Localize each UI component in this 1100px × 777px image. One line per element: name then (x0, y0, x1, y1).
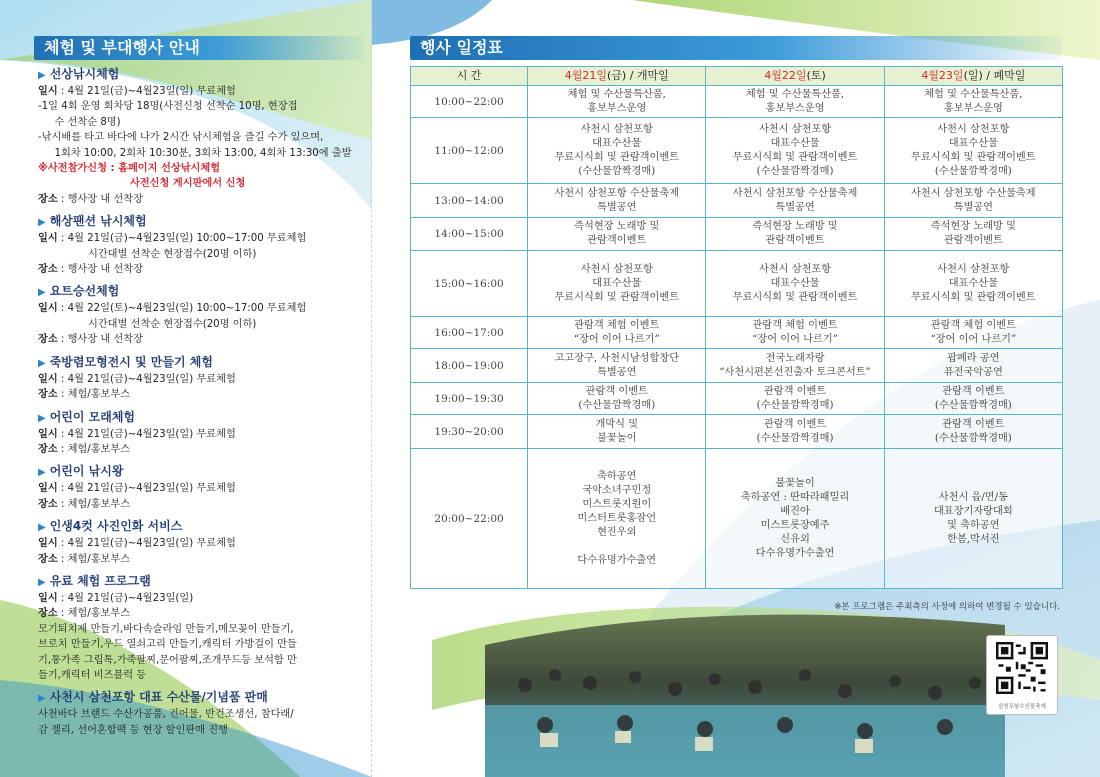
schedule-header-row (411, 67, 1063, 86)
event-title-text: 인생4컷 사진인화 서비스 (49, 519, 183, 534)
schedule-time: 19:00~19:30 (411, 383, 528, 415)
event-line (38, 176, 363, 191)
schedule-cell-line: 신유외 (780, 533, 810, 545)
event-line (38, 317, 363, 332)
triangle-bullet-icon: ▶ (38, 693, 46, 705)
schedule-cell-d2 (706, 118, 884, 184)
event-title (38, 573, 363, 591)
schedule-cell-line: 대표수산물 (592, 277, 642, 289)
schedule-cell-line: 미스터트롯홍잠언 (577, 512, 657, 524)
schedule-row (411, 383, 1063, 415)
event-line (38, 653, 363, 668)
schedule-cell-line: (수산물깜짝경매) (934, 165, 1012, 177)
event-title-text: 어린이 낚시왕 (49, 464, 124, 479)
event-line-text: : 4월 21일(금)~4월23일(일) 무료체험 (57, 538, 236, 550)
schedule-cell-line: 무료시식회 및 관람객이벤트 (732, 151, 858, 163)
event-line (38, 387, 363, 402)
event-block (38, 283, 363, 347)
schedule-time: 11:00~12:00 (411, 118, 528, 184)
event-line (38, 332, 363, 347)
event-line (38, 161, 363, 176)
event-line-text: : 체험/홍보부스 (57, 553, 131, 565)
schedule-cell-line: “장어 이어 나르기” (752, 333, 838, 345)
schedule-cell-d1 (528, 415, 706, 449)
schedule-cell-line: 무료시식회 및 관람객이벤트 (911, 151, 1036, 163)
schedule-cell-line: 불꽃놀이 (775, 477, 815, 489)
schedule-cell-line: 축하공연 (597, 470, 637, 482)
schedule-cell-line: 대표수산물 (770, 277, 820, 289)
schedule-cell-line: 팝페라 공연 (947, 352, 1000, 364)
schedule-cell-d2 (706, 415, 884, 449)
event-line (38, 262, 363, 277)
schedule-cell-line: “장어 이어 나르기” (930, 333, 1017, 345)
triangle-bullet-icon: ▶ (38, 412, 46, 424)
schedule-cell-d3 (884, 449, 1062, 589)
event-line-text: 감 젤리, 선어혼합팩 등 현장 할인판매 진행 (38, 724, 228, 736)
event-line (38, 427, 363, 442)
event-line (38, 723, 363, 738)
triangle-bullet-icon: ▶ (38, 576, 46, 588)
header-day1-date: 4월21일 (564, 69, 607, 82)
header-day2-rest: (토) (806, 69, 826, 82)
schedule-time: 15:00~16:00 (411, 251, 528, 317)
schedule-cell-line: 사천시 삼천포항 (937, 263, 1010, 275)
schedule-cell-d1 (528, 449, 706, 589)
event-line (38, 130, 363, 145)
schedule-row (411, 251, 1063, 317)
event-line (38, 231, 363, 246)
event-line-label: 장소 (38, 498, 58, 510)
event-line-text: : 체험/홍보부스 (57, 389, 131, 401)
event-title-text: 죽방렴모형전시 및 만들기 체험 (49, 354, 213, 369)
event-block (38, 66, 363, 207)
event-line (38, 372, 363, 387)
schedule-body (411, 86, 1063, 589)
schedule-cell-d1 (528, 118, 706, 184)
schedule-cell-line: 특별공연 (953, 201, 994, 213)
schedule-cell-line: (수산물깜짝경매) (756, 399, 834, 411)
triangle-bullet-icon: ▶ (38, 467, 46, 479)
schedule-cell-line: 관람객 이벤트 (763, 385, 827, 397)
event-line-text: : 4월 21일(금)~4월23일(일) (57, 592, 194, 604)
schedule-cell-line: 체험 및 수산물특산품, (745, 88, 845, 100)
header-time: 시 간 (411, 67, 528, 86)
left-heading-bar (34, 36, 364, 60)
event-line-label: 일시 (38, 373, 58, 385)
festival-photo (485, 605, 1005, 777)
schedule-cell-line: 사천시 삼천포항 (758, 123, 832, 135)
event-block (38, 409, 363, 458)
schedule-cell-line: 미스트롯장예주 (760, 519, 830, 531)
event-line-text: : 4월 21일(금)~4월23일(일) 무료체험 (57, 86, 236, 97)
schedule-cell-d3 (884, 118, 1062, 184)
header-day1-rest: (금) / 개막일 (606, 69, 669, 82)
schedule-cell-line: 홍보부스운영 (943, 102, 1003, 114)
event-line-label: 일시 (38, 428, 58, 440)
triangle-bullet-icon: ▶ (38, 217, 46, 229)
header-day2 (706, 67, 884, 86)
event-line (38, 84, 363, 99)
schedule-table (410, 66, 1063, 589)
schedule-cell-line: 즉석현장 노래방 및 (930, 221, 1016, 232)
event-line (38, 301, 363, 316)
schedule-cell-line: 배진아 (780, 505, 810, 517)
header-day2-date: 4월22일 (764, 69, 807, 82)
schedule-cell-line: 관람객이벤트 (765, 235, 825, 246)
schedule-cell-line: 현진우외 (597, 526, 637, 538)
event-title (38, 213, 363, 231)
qr-caption: 삼천포항수산물축제 (998, 704, 1046, 710)
event-line (38, 481, 363, 496)
schedule-cell-d1 (528, 184, 706, 218)
schedule-cell-line: 무료시식회 및 관람객이벤트 (554, 291, 680, 303)
schedule-cell-line: 관람객 체험 이벤트 (752, 319, 838, 331)
header-day3 (884, 67, 1062, 86)
event-line-label: 장소 (38, 264, 58, 276)
event-line-text: : 체험/홍보부스 (57, 498, 131, 510)
event-block (38, 689, 363, 738)
event-line-text: : 체험/홍보부스 (57, 443, 131, 455)
event-title-text: 선상낚시체험 (49, 67, 120, 81)
event-line-text: 기,통가족 그립톡,가죽팔찌,문어팔찌,조개무드등 보석함 만 (38, 654, 297, 666)
event-line-text: 브로치 만들기,우드 열쇠고리 만들기,캐릭터 가방걸이 만들 (38, 639, 297, 651)
schedule-cell-line: 개막식 및 (595, 418, 639, 430)
schedule-cell-line: 무료시식회 및 관람객이벤트 (732, 291, 858, 303)
event-title-text: 어린이 모래체험 (49, 409, 136, 424)
schedule-cell-line: 사천시 삼천포항 수산물축제 (732, 187, 858, 199)
event-line-text: : 4월 21일(금)~4월23일(일) 10:00~17:00 무료체험 (57, 233, 307, 245)
schedule-cell-d3 (884, 383, 1062, 415)
schedule-time: 10:00~22:00 (411, 86, 528, 118)
event-line (38, 192, 363, 207)
triangle-bullet-icon: ▶ (38, 70, 46, 81)
schedule-time: 13:00~14:00 (411, 184, 528, 218)
schedule-cell-line: 무료시식회 및 관람객이벤트 (554, 151, 680, 163)
schedule-cell-d1 (528, 251, 706, 317)
schedule-cell-d1 (528, 86, 706, 118)
schedule-cell-line: 고고장구, 사천시남성합창단 (554, 352, 680, 364)
event-line-text: : 4월 21일(금)~4월23일(일) 무료체험 (57, 373, 236, 385)
schedule-cell-d1 (528, 317, 706, 349)
event-line (38, 637, 363, 652)
event-title (38, 463, 363, 481)
schedule-cell-line: 관람객 체험 이벤트 (574, 319, 660, 331)
fold-line (371, 0, 373, 777)
schedule-cell-line: 사천시 삼천포항 (580, 123, 653, 135)
schedule-cell-line (530, 540, 703, 554)
schedule-cell-line: “사천시편본선진출자 토크콘서트” (719, 366, 871, 378)
triangle-bullet-icon: ▶ (38, 357, 46, 369)
schedule-cell-line: (수산물깜짝경매) (934, 399, 1012, 411)
schedule-cell-line: (수산물깜짝경매) (578, 399, 656, 411)
event-block (38, 573, 363, 683)
event-line-label: 일시 (38, 303, 58, 315)
schedule-row (411, 349, 1063, 383)
schedule-cell-line: 축하공연 : 딴따라패밀리 (740, 491, 850, 503)
schedule-cell-line: 대표수산물 (770, 137, 820, 149)
schedule-cell-line: “장어 이어 나르기” (573, 333, 660, 345)
schedule-cell-line: 관람객 이벤트 (942, 418, 1005, 430)
triangle-bullet-icon: ▶ (38, 522, 46, 534)
event-line-label: 일시 (38, 483, 58, 495)
schedule-note: ※본 프로그램은 주최측의 사정에 의하여 변경될 수 있습니다. (834, 602, 1060, 612)
schedule-cell-line: 무료시식회 및 관람객이벤트 (911, 291, 1036, 303)
event-line-text: 사천바다 브랜드 수산가공품, 건어물, 반건조생선, 참다래/ (38, 709, 294, 721)
schedule-cell-line: 관람객 체험 이벤트 (930, 319, 1016, 331)
event-line (38, 99, 363, 114)
schedule-cell-line: (수산물깜짝경매) (578, 165, 656, 177)
event-line (38, 497, 363, 512)
header-day3-rest: (일) / 폐막일 (963, 69, 1026, 82)
schedule-cell-line: 특별공연 (597, 201, 637, 213)
event-line-text: 모기퇴치제 만들기,바다속슬라임 만들기,메모꽂이 만들기, (38, 623, 294, 635)
event-line-text: -낚시배를 타고 바다에 나가 2시간 낚시체험을 즐길 수가 있으며, (38, 132, 324, 144)
event-line-text: 1회차 10:00, 2회차 10:30분, 3회차 13:00, 4회차 13:30에 출발 (48, 147, 352, 159)
schedule-row (411, 449, 1063, 589)
event-line-text: 수 선착순 8명) (48, 116, 121, 128)
schedule-cell-line: 한봄,박서진 (947, 533, 1000, 545)
event-line (38, 622, 363, 637)
schedule-cell-d2 (706, 86, 884, 118)
event-line-label: 장소 (38, 553, 58, 565)
schedule-row (411, 86, 1063, 118)
triangle-bullet-icon: ▶ (38, 287, 46, 299)
schedule-row (411, 184, 1063, 218)
schedule-cell-d2 (706, 184, 884, 218)
event-line-text: : 4월 21일(금)~4월23일(일) 무료체험 (57, 428, 236, 440)
schedule-cell-line: 대표수산물 (948, 277, 998, 289)
event-line-label: 일시 (38, 538, 58, 550)
event-title-text: 사천시 삼천포항 대표 수산물/기념품 판매 (49, 690, 268, 705)
schedule-cell-d1 (528, 218, 706, 251)
schedule-cell-d3 (884, 317, 1062, 349)
schedule-cell-d2 (706, 349, 884, 383)
header-day1 (528, 67, 706, 86)
schedule-cell-line: 미스트롯지원이 (582, 498, 652, 510)
event-line-label: 일시 (38, 233, 58, 245)
event-block (38, 463, 363, 512)
schedule-cell-line: 대표장기자랑대회 (933, 505, 1013, 517)
schedule-cell-line: 사천시 삼천포항 (937, 123, 1010, 135)
event-title (38, 66, 363, 84)
event-title-text: 요트승선체험 (49, 284, 120, 299)
schedule-cell-line: 홍보부스운영 (765, 102, 825, 114)
event-line (38, 247, 363, 262)
schedule-cell-d3 (884, 415, 1062, 449)
schedule-cell-line: 특별공연 (597, 366, 637, 378)
schedule-time: 18:00~19:00 (411, 349, 528, 383)
schedule-cell-line: 즉석현장 노래방 및 (752, 221, 838, 232)
schedule-cell-line: (수산물깜짝경매) (756, 165, 834, 177)
event-block (38, 213, 363, 277)
schedule-cell-line: 관람객이벤트 (943, 235, 1003, 246)
header-day3-date: 4월23일 (921, 69, 964, 82)
schedule-cell-line: 관람객 이벤트 (942, 385, 1005, 397)
event-line-label: 장소 (38, 193, 58, 205)
event-line-text: ※사전참가신청 : 홈페이지 선상낚시체험 (38, 163, 221, 175)
schedule-time: 20:00~22:00 (411, 449, 528, 589)
schedule-cell-d3 (884, 218, 1062, 251)
schedule-time: 14:00~15:00 (411, 218, 528, 251)
schedule-cell-line: 체험 및 수산물특산품, (924, 88, 1023, 100)
event-line (38, 552, 363, 567)
schedule-cell-d3 (884, 349, 1062, 383)
event-title-text: 해상팬션 낚시체험 (49, 214, 147, 229)
event-line (38, 536, 363, 551)
event-line-label: 일시 (38, 592, 58, 604)
event-line-label: 장소 (38, 443, 58, 455)
event-block (38, 518, 363, 567)
event-line (38, 606, 363, 621)
schedule-cell-line: 사천시 삼천포항 수산물축제 (911, 187, 1036, 199)
event-line-text: : 4월 22일(토)~4월23일(일) 10:00~17:00 무료체험 (57, 303, 307, 315)
qr-code[interactable] (986, 635, 1058, 715)
event-title (38, 354, 363, 372)
schedule-cell-line: 국악소녀구민정 (582, 484, 652, 496)
event-line-text: : 행사장 내 선착장 (57, 264, 143, 276)
schedule-time: 19:30~20:00 (411, 415, 528, 449)
schedule-cell-line: 관람객 이벤트 (585, 385, 648, 397)
schedule-cell-line: (수산물깜짝경매) (756, 432, 834, 444)
schedule-cell-line: 관람객 이벤트 (763, 418, 827, 430)
schedule-heading: 행사 일정표 (410, 36, 1062, 60)
event-line (38, 707, 363, 722)
schedule-cell-d2 (706, 251, 884, 317)
schedule-cell-d2 (706, 218, 884, 251)
schedule-cell-d1 (528, 349, 706, 383)
schedule-cell-line: 사천시 삼천포항 (580, 263, 653, 275)
schedule-cell-line: (수산물깜짝경매) (934, 432, 1012, 444)
right-heading-bar (410, 36, 1062, 60)
event-line-text: : 4월 21일(금)~4월23일(일) 무료체험 (57, 483, 236, 495)
schedule-cell-line: 홍보부스운영 (587, 102, 647, 114)
schedule-row (411, 118, 1063, 184)
schedule-row (411, 218, 1063, 251)
schedule-cell-line: 불꽃놀이 (597, 432, 637, 444)
schedule-cell-line: 대표수산물 (948, 137, 998, 149)
schedule-cell-line: 사천시 삼천포항 수산물축제 (554, 187, 680, 199)
schedule-cell-line: 다수유명가수출연 (577, 554, 657, 566)
schedule-cell-d1 (528, 383, 706, 415)
event-line-label: 장소 (38, 334, 58, 346)
event-line (38, 146, 363, 161)
event-line (38, 115, 363, 130)
event-line-text: : 체험/홍보부스 (57, 608, 131, 620)
event-line (38, 591, 363, 606)
schedule-cell-line: 사천시 읍/면/동 (938, 491, 1008, 503)
schedule-cell-d3 (884, 86, 1062, 118)
schedule-cell-line: 전국노래자랑 (765, 352, 825, 364)
event-title (38, 283, 363, 301)
event-line-text: 시간대별 선착순 현장접수(20명 이하) (88, 318, 257, 330)
event-line-label: 일시 (38, 86, 58, 97)
schedule-row (411, 415, 1063, 449)
schedule-cell-line: 퓨전국악공연 (943, 366, 1003, 378)
event-title (38, 409, 363, 427)
schedule-cell-line: 대표수산물 (592, 137, 642, 149)
event-title (38, 518, 363, 536)
event-block (38, 354, 363, 403)
event-list (38, 66, 363, 744)
schedule-cell-d2 (706, 383, 884, 415)
event-line-text: 시간대별 선착순 현장접수(20명 이하) (88, 248, 257, 260)
schedule-cell-line: 즉석현장 노래방 및 (574, 221, 660, 232)
qr-code-icon (996, 642, 1048, 694)
event-line-label: 장소 (38, 608, 58, 620)
schedule-cell-d3 (884, 251, 1062, 317)
schedule-cell-d3 (884, 184, 1062, 218)
schedule-cell-line: 다수유명가수출연 (755, 547, 835, 559)
event-line-text: : 행사장 내 선착장 (57, 193, 143, 205)
schedule-cell-d2 (706, 317, 884, 349)
schedule-cell-line: 및 축하공연 (947, 519, 1000, 531)
schedule-row (411, 317, 1063, 349)
event-line-text: -1일 4회 운영 회차당 18명(사전신청 선착순 10명, 현장접 (38, 101, 298, 113)
event-line-text: 들기,캐릭터 비즈블럭 등 (38, 669, 147, 681)
schedule-cell-d2 (706, 449, 884, 589)
event-line-label: 장소 (38, 389, 58, 401)
schedule-cell-line: 사천시 삼천포항 (758, 263, 832, 275)
event-title (38, 689, 363, 707)
left-heading: 체험 및 부대행사 안내 (34, 36, 364, 60)
schedule-cell-line: 체험 및 수산물특산품, (567, 88, 666, 100)
event-line-text: 사전신청 게시판에서 신청 (130, 178, 246, 190)
schedule-cell-line: 관람객이벤트 (587, 235, 647, 246)
event-line (38, 442, 363, 457)
event-line (38, 668, 363, 683)
schedule-time: 16:00~17:00 (411, 317, 528, 349)
event-line-text: : 행사장 내 선착장 (57, 334, 143, 346)
event-title-text: 유료 체험 프로그램 (49, 573, 151, 588)
schedule-cell-line: 특별공연 (775, 201, 815, 213)
